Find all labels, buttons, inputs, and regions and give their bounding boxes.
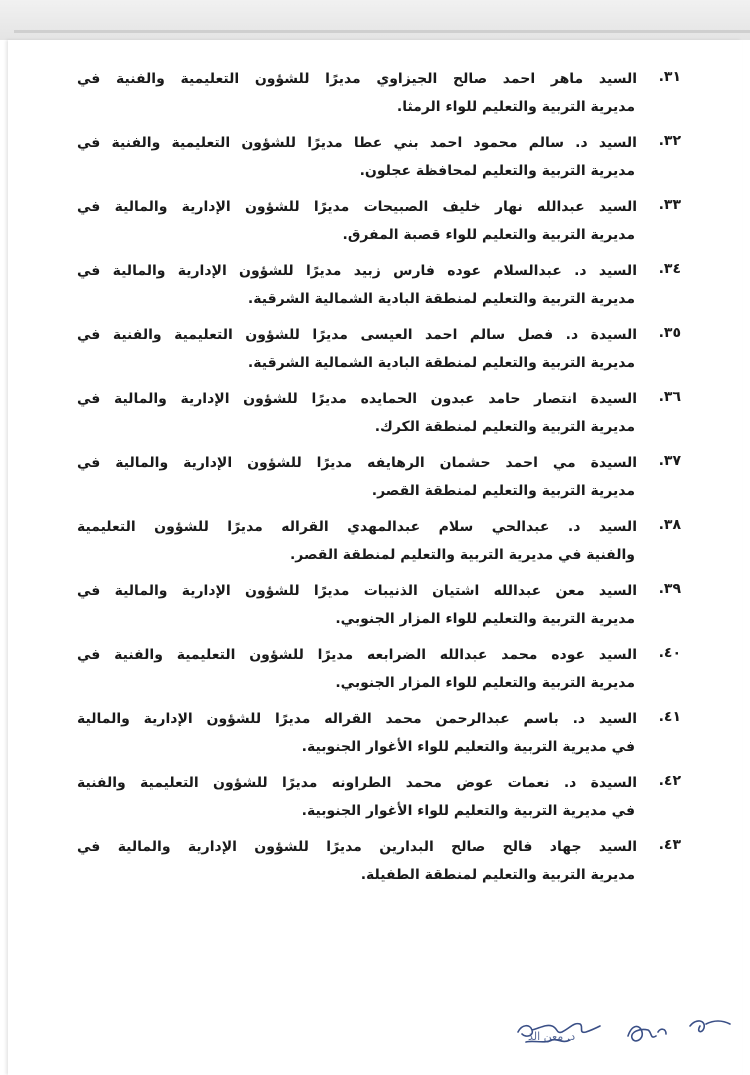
item-number: ٣٨. (658, 517, 681, 533)
item-line-2: والفنية في مديرية التربية والتعليم لمنطقة القصر. (289, 547, 635, 563)
list-item (75, 835, 681, 899)
item-line-2: مديرية التربية والتعليم لمنطقة الكرك. (374, 419, 635, 435)
item-line-2: مديرية التربية والتعليم للواء الرمثا. (396, 99, 635, 115)
item-line-2: مديرية التربية والتعليم لمنطقة القصر. (371, 483, 635, 499)
item-line-1: السيدة د. فصل سالم احمد العيسى مديرًا للشؤون التعليمية والفنية في (77, 327, 637, 343)
item-line-1: السيدة انتصار حامد عبدون الحمايده مديرًا للشؤون الإدارية والمالية في (77, 391, 637, 407)
list-item (75, 67, 681, 131)
item-line-2: مديرية التربية والتعليم لمنطقة البادية الشمالية الشرقية. (247, 355, 635, 371)
item-number: ٣٤. (658, 261, 681, 277)
list-item (75, 515, 681, 579)
appointments-list (75, 67, 681, 899)
item-line-1: السيد د. سالم محمود احمد بني عطا مديرًا للشؤون التعليمية والفنية في (77, 135, 637, 151)
list-item (75, 387, 681, 451)
item-line-1: السيد عوده محمد عبدالله الضرابعه مديرًا للشؤون التعليمية والفنية في (77, 647, 637, 663)
item-line-1: السيد د. عبدالسلام عوده فارس زبيد مديرًا للشؤون الإدارية والمالية في (77, 263, 637, 279)
list-item (75, 323, 681, 387)
item-number: ٣٥. (658, 325, 681, 341)
list-item (75, 771, 681, 835)
item-line-2: في مديرية التربية والتعليم للواء الأغوار الجنوبية. (301, 739, 635, 755)
item-number: ٤٣. (658, 837, 681, 853)
page-fold-line (14, 30, 750, 33)
list-item (75, 451, 681, 515)
item-line-2: مديرية التربية والتعليم للواء المزار الجنوبي. (335, 675, 635, 691)
list-item (75, 579, 681, 643)
previous-page-edge (0, 0, 750, 40)
item-line-1: السيد معن عبدالله اشتيان الذنيبات مديرًا للشؤون الإدارية والمالية في (77, 583, 637, 599)
signature-stroke (690, 1021, 730, 1032)
item-line-1: السيد جهاد فالح صالح البدارين مديرًا للشؤون الإدارية والمالية في (77, 839, 637, 855)
signature-stroke (628, 1026, 666, 1040)
item-number: ٣٦. (658, 389, 681, 405)
item-line-1: السيد د. باسم عبدالرحمن محمد القراله مديرًا للشؤون الإدارية والمالية (77, 711, 637, 727)
item-number: ٣٣. (658, 197, 681, 213)
item-number: ٣٢. (658, 133, 681, 149)
item-line-1: السيدة د. نعمات عوض محمد الطراونه مديرًا للشؤون التعليمية والفنية (77, 775, 637, 791)
item-line-2: مديرية التربية والتعليم لمنطقة البادية الشمالية الشرقية. (247, 291, 635, 307)
item-number: ٣٧. (658, 453, 681, 469)
signatures-area (500, 1010, 750, 1060)
item-line-1: السيد ماهر احمد صالح الجيزاوي مديرًا للشؤون التعليمية والفنية في (77, 71, 637, 87)
item-line-2: مديرية التربية والتعليم للواء المزار الجنوبي. (335, 611, 635, 627)
list-item (75, 643, 681, 707)
item-number: ٣١. (658, 69, 681, 85)
item-line-2: مديرية التربية والتعليم للواء قصبة المفرق. (342, 227, 635, 243)
item-number: ٣٩. (658, 581, 681, 597)
list-item (75, 707, 681, 771)
item-line-2: مديرية التربية والتعليم لمحافظة عجلون. (359, 163, 635, 179)
item-number: ٤١. (658, 709, 681, 725)
item-number: ٤٠. (658, 645, 681, 661)
item-line-2: مديرية التربية والتعليم لمنطقة الطفيلة. (360, 867, 635, 883)
item-line-1: السيدة مي احمد حشمان الرهايفه مديرًا للشؤون الإدارية والمالية في (77, 455, 637, 471)
item-line-1: السيد عبدالله نهار خليف الصبيحات مديرًا للشؤون الإدارية والمالية في (77, 199, 637, 215)
list-item (75, 131, 681, 195)
item-line-1: السيد د. عبدالحي سلام عبدالمهدي القراله مديرًا للشؤون التعليمية (77, 519, 637, 535)
item-number: ٤٢. (658, 773, 681, 789)
item-line-2: في مديرية التربية والتعليم للواء الأغوار الجنوبية. (301, 803, 635, 819)
signature-name: د. معن الذ (528, 1030, 576, 1043)
list-item (75, 259, 681, 323)
list-item (75, 195, 681, 259)
